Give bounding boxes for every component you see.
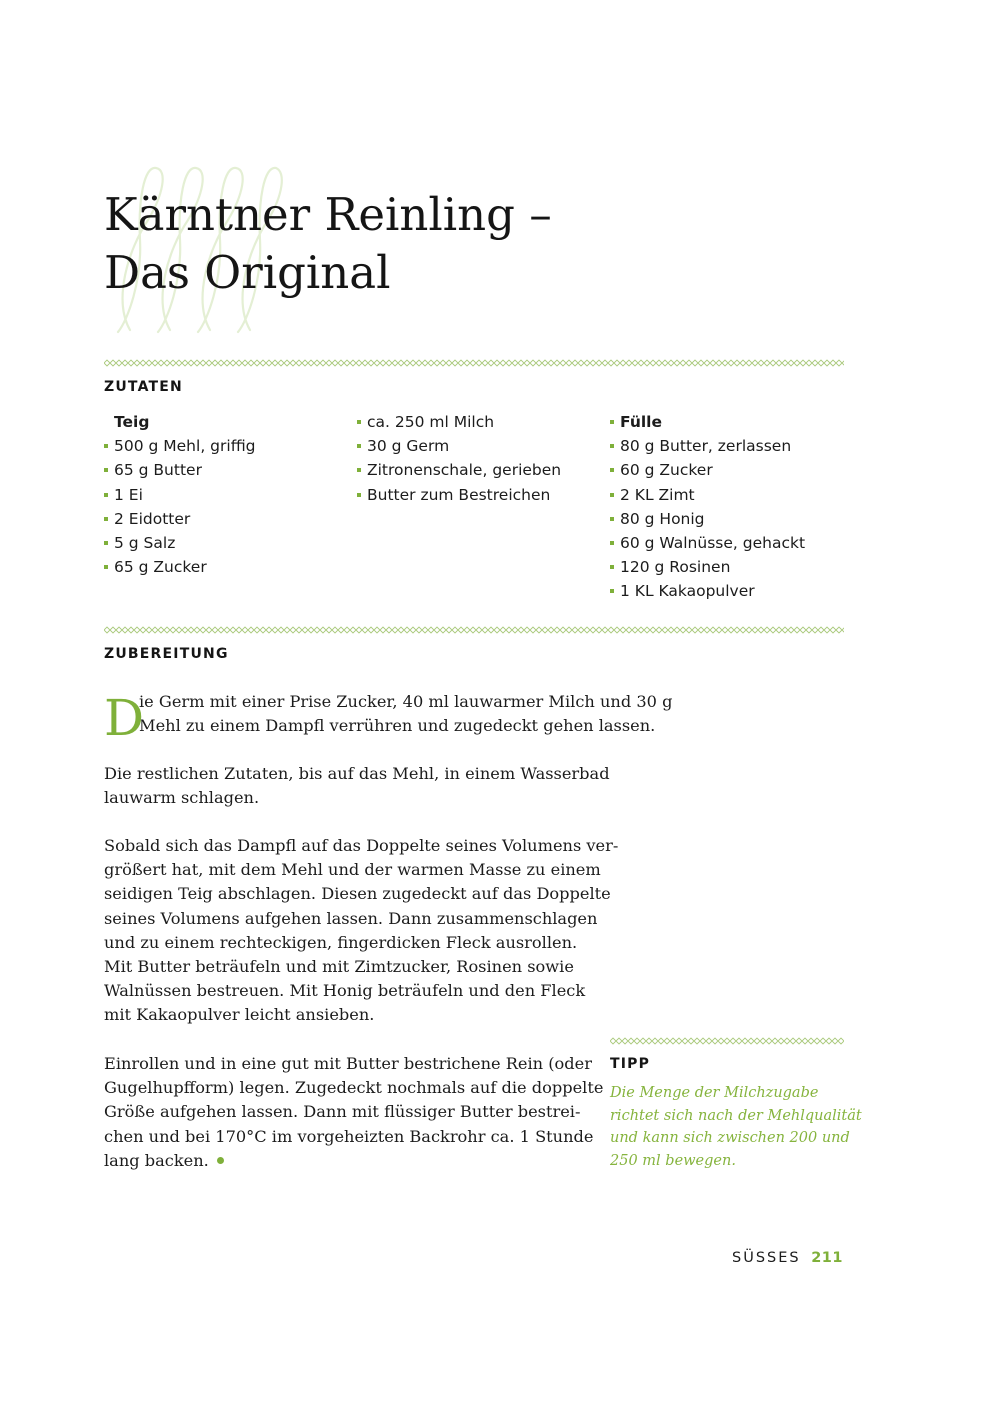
ingredient-item xyxy=(104,507,256,531)
ingredient-text: 1 KL Kakaopulver xyxy=(620,582,755,601)
ingredient-item xyxy=(610,507,805,531)
ingredient-group-heading xyxy=(104,410,256,434)
ingredient-text: 65 g Zucker xyxy=(114,558,207,577)
bullet-icon xyxy=(357,468,361,472)
bullet-icon xyxy=(104,493,108,497)
text-line xyxy=(104,834,619,858)
end-mark-icon xyxy=(217,1157,224,1164)
text-line xyxy=(104,1125,609,1149)
tip-text xyxy=(610,1082,862,1172)
ingredient-item xyxy=(610,531,805,555)
text-line-content: und zu einem rechteckigen, fingerdicken Fleck ausrollen. xyxy=(104,932,578,952)
text-line xyxy=(104,907,609,931)
text-line-content: Walnüssen bestreuen. Mit Honig beträufeln und den Fleck xyxy=(104,981,586,1001)
text-line-content: Mit Butter beträufeln und mit Zimtzucker, Rosinen sowie xyxy=(104,957,574,977)
bullet-icon xyxy=(104,468,108,472)
ingredient-text: 2 Eidotter xyxy=(114,509,191,528)
text-line xyxy=(104,882,609,906)
ingredients-heading: ZUTATEN xyxy=(104,379,183,395)
ingredient-text: 60 g Walnüsse, gehackt xyxy=(620,533,806,552)
bullet-icon xyxy=(357,493,361,497)
bullet-icon xyxy=(610,493,614,497)
ingredient-item xyxy=(610,555,805,579)
bullet-icon xyxy=(104,565,108,569)
text-line xyxy=(104,1100,609,1124)
preparation-paragraph-1 xyxy=(104,689,673,747)
ingredient-text: Fülle xyxy=(620,413,662,431)
preparation-paragraph-3 xyxy=(104,834,619,1028)
ingredient-item xyxy=(104,434,256,458)
diamond-chain-ornament xyxy=(104,626,844,634)
text-line-content: größert hat, mit dem Mehl und der warmen Masse zu einem xyxy=(104,860,601,880)
text-line xyxy=(104,1149,609,1173)
bullet-icon xyxy=(104,517,108,521)
ingredient-text: Zitronenschale, gerieben xyxy=(367,461,562,480)
text-line xyxy=(104,762,609,786)
ingredient-text: Teig xyxy=(114,413,150,431)
ingredient-item xyxy=(104,531,256,555)
tip-line: 250 ml bewegen. xyxy=(610,1152,736,1169)
section-name: SÜSSES xyxy=(732,1250,801,1266)
ingredients-column-3 xyxy=(610,410,805,604)
ingredient-text: 80 g Honig xyxy=(620,509,705,528)
text-line-content: lauwarm schlagen. xyxy=(104,788,260,808)
recipe-title xyxy=(104,186,804,302)
ingredient-item xyxy=(610,458,805,482)
ingredient-text: 60 g Zucker xyxy=(620,461,713,480)
bullet-icon xyxy=(610,541,614,545)
ingredient-item xyxy=(610,579,805,603)
ingredient-group-heading xyxy=(610,410,805,434)
tip-line: Die Menge der Milchzugabe xyxy=(610,1085,819,1101)
text-line-content: Größe aufgehen lassen. Dann mit flüssiger Butter bestrei- xyxy=(104,1102,581,1122)
text-line xyxy=(104,931,609,955)
ingredients-column-2 xyxy=(357,410,561,507)
text-line-content: Sobald sich das Dampfl auf das Doppelte seines Volumens ver- xyxy=(104,836,619,855)
ingredient-item xyxy=(610,434,805,458)
ingredient-item xyxy=(104,555,256,579)
ingredient-item xyxy=(357,483,561,507)
preparation-paragraph-2 xyxy=(104,762,609,810)
text-line-content: Einrollen und in eine gut mit Butter bestrichene Rein (oder xyxy=(104,1054,592,1073)
ingredient-text: ca. 250 ml Milch xyxy=(367,413,495,431)
diamond-chain-ornament xyxy=(104,359,844,367)
text-line xyxy=(104,786,609,810)
ingredients-column-1 xyxy=(104,410,256,579)
recipe-title-line-2: Das Original xyxy=(104,246,391,299)
tip-line: und kann sich zwischen 200 und xyxy=(610,1130,850,1147)
tip-line: richtet sich nach der Mehlqualität xyxy=(610,1107,862,1124)
ingredient-text: 80 g Butter, zerlassen xyxy=(620,437,792,456)
bullet-icon xyxy=(610,444,614,448)
text-line-content: Gugelhupfform) legen. Zugedeckt nochmals auf die doppelte xyxy=(104,1078,604,1098)
text-line xyxy=(104,1003,609,1027)
ingredient-text: 1 Ei xyxy=(114,485,143,504)
text-line: ie Germ mit einer Prise Zucker, 40 ml lauwarmer Milch und 30 g xyxy=(139,692,673,711)
bullet-icon xyxy=(610,517,614,521)
tip-heading: TIPP xyxy=(610,1056,651,1072)
ingredient-item xyxy=(357,458,561,482)
divider-tip xyxy=(610,1037,844,1045)
divider-middle xyxy=(104,626,844,634)
text-line xyxy=(104,858,609,882)
bullet-icon xyxy=(104,444,108,448)
text-line-content: seidigen Teig abschlagen. Diesen zugedeckt auf das Doppelte xyxy=(104,884,611,904)
bullet-icon xyxy=(610,589,614,593)
ingredient-item xyxy=(357,434,561,458)
ingredient-item xyxy=(357,410,561,434)
text-line-content: Die restlichen Zutaten, bis auf das Mehl, in einem Wasserbad xyxy=(104,764,610,783)
ingredient-item xyxy=(104,483,256,507)
page-footer xyxy=(732,1250,843,1266)
bullet-icon xyxy=(357,444,361,448)
ingredient-text: 120 g Rosinen xyxy=(620,558,731,577)
bullet-icon xyxy=(610,420,614,424)
ingredient-text: 2 KL Zimt xyxy=(620,485,695,504)
text-line xyxy=(104,955,609,979)
ingredient-text: 65 g Butter xyxy=(114,461,202,480)
text-line-content: chen und bei 170°C im vorgeheizten Backrohr ca. 1 Stunde xyxy=(104,1126,594,1146)
divider-top xyxy=(104,359,844,367)
page-number: 211 xyxy=(811,1250,843,1266)
text-line-content: mit Kakaopulver leicht ansieben. xyxy=(104,1005,375,1025)
text-line xyxy=(104,1076,609,1100)
text-line: Mehl zu einem Dampfl verrühren und zugedeckt gehen lassen. xyxy=(139,716,656,736)
bullet-icon xyxy=(357,420,361,424)
ingredient-item xyxy=(104,458,256,482)
ingredient-item xyxy=(610,483,805,507)
bullet-icon xyxy=(610,565,614,569)
preparation-heading: ZUBEREITUNG xyxy=(104,646,229,662)
text-line xyxy=(104,1052,609,1076)
ingredient-text: 30 g Germ xyxy=(367,437,450,456)
text-line-content: seines Volumens aufgehen lassen. Dann zusammenschlagen xyxy=(104,908,598,928)
drop-cap: D xyxy=(104,689,145,747)
ingredient-text: 5 g Salz xyxy=(114,533,176,552)
preparation-paragraph-4 xyxy=(104,1052,609,1173)
ingredient-text: Butter zum Bestreichen xyxy=(367,485,551,504)
recipe-title-line-1: Kärntner Reinling – xyxy=(104,188,552,241)
ingredient-text: 500 g Mehl, griffig xyxy=(114,437,256,456)
text-line-content: lang backen. xyxy=(104,1150,209,1170)
diamond-chain-ornament xyxy=(610,1037,844,1045)
text-line xyxy=(104,979,609,1003)
bullet-icon xyxy=(104,541,108,545)
bullet-icon xyxy=(610,468,614,472)
